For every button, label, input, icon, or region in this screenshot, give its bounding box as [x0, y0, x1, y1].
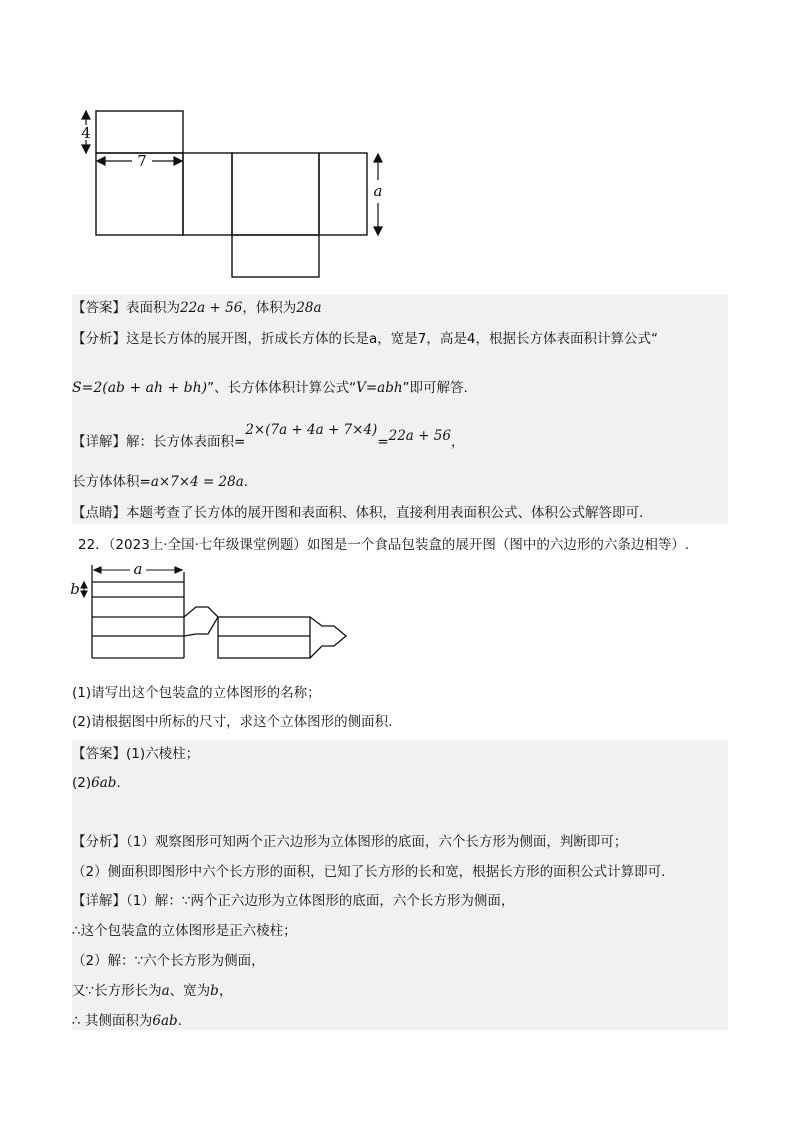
analysis-2-line-1: 【分析】（1）观察图形可知两个正六边形为立体图形的底面，六个长方形为侧面，判断即可； [72, 834, 628, 850]
detail-2-line-5: ∴ 其侧面积为6ab. [72, 1013, 182, 1029]
analysis-text: 这是长方体的展开图，折成长方体的长是a，宽是7，高是4，根据长方体表面积计算公式“ [126, 331, 658, 347]
volume-text: 长方体体积= [72, 474, 151, 490]
surface-expr: 22a + 56 [180, 300, 243, 316]
length-label: 7 [137, 152, 147, 170]
net-face-4 [319, 153, 367, 235]
surface-result: 22a + 56 [388, 428, 451, 444]
analysis-2-line-2: （2）侧面积即图形中六个长方形的面积，已知了长方形的长和宽，根据长方形的面积公式计算即可. [72, 864, 666, 880]
side-label: a [373, 182, 383, 200]
hex-prism-net-figure [66, 560, 366, 665]
analysis-1-line-2 [72, 378, 468, 398]
question-22-part-2: (2)请根据图中所标的尺寸，求这个立体图形的侧面积. [72, 714, 393, 730]
a-label: a [133, 560, 143, 578]
comment-tag: 【点睛】 [72, 505, 126, 521]
lateral-area-expr: 6ab [91, 775, 117, 791]
answer-2-line-1: 【答案】(1)六棱柱； [72, 746, 200, 762]
b-label: b [70, 580, 80, 598]
height-label: 4 [81, 124, 91, 142]
analysis-mid: ”、长方体体积计算公式“ [207, 380, 357, 396]
answer-1 [72, 298, 322, 318]
answer-text: 表面积为 [126, 300, 180, 316]
detail-2-line-2: ∴这个包装盒的立体图形是正六棱柱； [72, 923, 297, 939]
comment-1 [72, 503, 643, 523]
detail-2-line-4: 又∵长方形长为a、宽为b， [72, 983, 233, 999]
detail-tag: 【详解】 [72, 893, 126, 909]
detail-1-line-2: 长方体体积=a×7×4 = 28a. [72, 474, 249, 490]
comma: ， [450, 434, 465, 450]
answer-text-2: ，体积为 [242, 300, 297, 316]
volume-calc: a×7×4 = 28a [150, 474, 244, 490]
net-face-3 [232, 153, 319, 235]
analysis-tag: 【分析】 [72, 331, 126, 347]
volume-expr: 28a [296, 300, 322, 316]
volume-formula: V=abh [356, 380, 403, 396]
cuboid-net-figure [72, 100, 392, 285]
question-22-stem: 22．（2023上·全国·七年级课堂例题）如图是一个食品包装盒的展开图（图中的六边形的六条边相等）. [78, 537, 690, 553]
comment-text: 本题考查了长方体的展开图和表面积、体积，直接利用表面积公式、体积公式解答即可. [126, 505, 644, 521]
answer-tag: 【答案】 [72, 300, 126, 316]
detail-2-line-3: （2）解：∵六个长方形为侧面， [72, 953, 265, 969]
answer-tag: 【答案】 [72, 746, 126, 762]
net-bottom-face [232, 235, 319, 277]
answer-2-line-2: (2)6ab. [72, 775, 121, 791]
net-top-face [96, 111, 183, 153]
equals: = [377, 434, 389, 450]
detail-tag: 【详解】 [72, 434, 126, 450]
analysis-end: ”即可解答. [402, 380, 468, 396]
analysis-tag: 【分析】 [72, 834, 126, 850]
question-22-part-1: (1)请写出这个包装盒的立体图形的名称； [72, 685, 321, 701]
net-face-2 [183, 153, 232, 235]
surface-formula: S=2(ab + ah + bh) [72, 380, 208, 396]
analysis-1-line-1 [72, 329, 658, 349]
detail-2-line-1: 【详解】（1）解：∵两个正六边形为立体图形的底面，六个长方形为侧面， [72, 893, 515, 909]
detail-text: 解：长方体表面积= [126, 434, 246, 450]
surface-calc: 2×(7a + 4a + 7×4) [245, 422, 378, 438]
detail-1-line-1 [72, 422, 465, 452]
